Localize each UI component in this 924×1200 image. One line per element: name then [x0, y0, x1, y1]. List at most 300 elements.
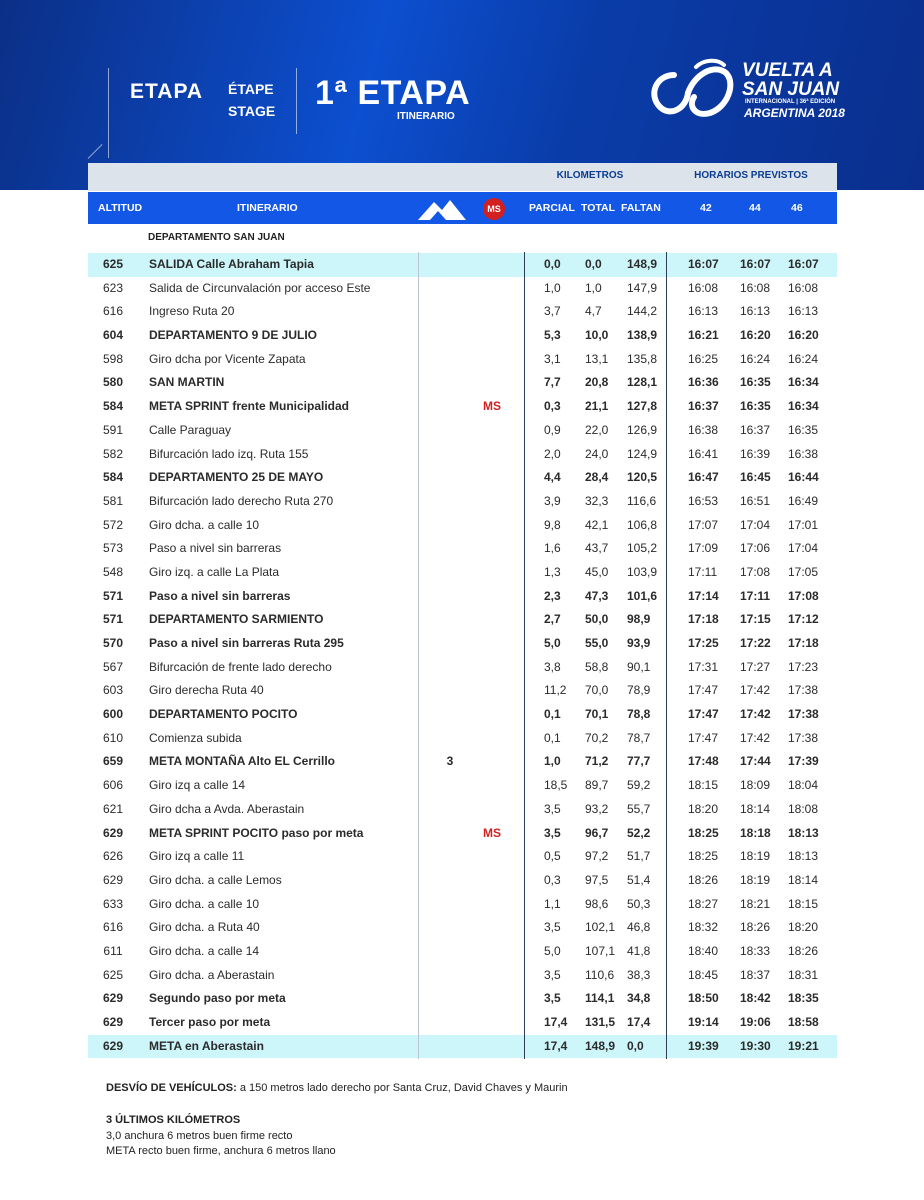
itinerary-cell: Comienza subida: [149, 730, 242, 745]
itinerary-cell: Bifurcación lado derecho Ruta 270: [149, 493, 334, 508]
table-row: [88, 798, 837, 822]
time-46-cell: 18:58: [788, 1015, 819, 1029]
logo-year: ARGENTINA 2018: [744, 106, 845, 120]
table-row: [88, 893, 837, 917]
time-42-cell: 16:08: [688, 280, 719, 295]
total-cell: 50,0: [585, 612, 609, 627]
col-itinerario: ITINERARIO: [237, 202, 298, 214]
table-row: [88, 324, 837, 348]
itinerary-cell: Giro izq a calle 14: [149, 778, 246, 793]
itinerary-cell: META en Aberastain: [149, 1038, 264, 1053]
time-42-cell: 16:41: [688, 446, 719, 461]
time-46-cell: 16:13: [788, 304, 819, 319]
header-divider: [296, 68, 297, 134]
time-44-cell: 18:18: [740, 825, 771, 840]
total-cell: 70,0: [585, 683, 609, 698]
time-46-cell: 17:38: [788, 683, 819, 698]
time-42-cell: 17:11: [688, 564, 718, 579]
altitude-cell: 629: [102, 991, 124, 1006]
parcial-cell: 7,7: [544, 375, 561, 390]
page-subtitle: ITINERARIO: [397, 111, 455, 122]
itinerary-cell: DEPARTAMENTO POCITO: [149, 707, 298, 722]
time-44-cell: 19:30: [740, 1038, 771, 1053]
altitude-cell: 629: [102, 825, 124, 840]
faltan-cell: 126,9: [627, 422, 658, 437]
time-44-cell: 19:06: [740, 1015, 771, 1029]
time-46-cell: 16:34: [788, 399, 819, 414]
itinerary-cell: Giro dcha. a calle 10: [149, 896, 260, 911]
time-46-cell: 18:15: [788, 896, 819, 911]
time-42-cell: 16:25: [688, 351, 719, 366]
altitude-cell: 604: [102, 328, 124, 343]
itinerary-cell: Paso a nivel sin barreras: [149, 541, 282, 556]
time-42-cell: 19:14: [688, 1015, 719, 1029]
time-46-cell: 18:14: [788, 872, 819, 887]
time-46-cell: 17:04: [788, 541, 819, 556]
time-42-cell: 16:13: [688, 304, 719, 319]
time-46-cell: 17:23: [788, 659, 819, 674]
header-divider: [88, 144, 103, 159]
total-cell: 110,6: [585, 967, 615, 982]
parcial-cell: 11,2: [544, 683, 567, 698]
time-44-cell: 16:07: [740, 257, 771, 271]
time-42-cell: 16:36: [688, 375, 719, 390]
itinerary-cell: Bifurcación lado izq. Ruta 155: [149, 446, 309, 461]
itinerary-cell: Giro dcha por Vicente Zapata: [149, 351, 306, 366]
altitude-cell: 616: [102, 920, 124, 935]
time-42-cell: 17:47: [688, 730, 719, 745]
total-cell: 97,5: [585, 872, 609, 887]
time-46-cell: 18:13: [788, 849, 819, 864]
total-cell: 97,2: [585, 849, 609, 864]
time-46-cell: 18:26: [788, 943, 819, 958]
time-46-cell: 18:31: [788, 967, 819, 982]
time-46-cell: 17:39: [788, 754, 819, 769]
altitude-cell: 603: [102, 683, 124, 698]
time-44-cell: 17:42: [740, 730, 771, 745]
altitude-cell: 591: [102, 422, 124, 437]
table-row: [88, 348, 837, 372]
table-row: [88, 656, 837, 680]
time-42-cell: 18:15: [688, 778, 719, 793]
faltan-cell: 98,9: [627, 612, 651, 627]
time-44-cell: 16:51: [740, 493, 771, 508]
total-cell: 22,0: [585, 422, 609, 437]
col-parcial: PARCIAL: [529, 202, 575, 214]
ultimos-km-line: 3,0 anchura 6 metros buen firme recto: [106, 1130, 293, 1142]
faltan-cell: 144,2: [627, 304, 658, 319]
table-row: [88, 703, 837, 727]
faltan-cell: 0,0: [627, 1038, 644, 1053]
time-44-cell: 17:27: [740, 659, 771, 674]
faltan-cell: 101,6: [627, 588, 658, 603]
parcial-cell: 3,7: [544, 304, 561, 319]
time-44-cell: 17:15: [740, 612, 771, 627]
faltan-cell: 106,8: [627, 517, 658, 532]
total-cell: 131,5: [585, 1015, 616, 1029]
parcial-cell: 2,0: [544, 446, 561, 461]
itinerary-cell: Giro dcha a Avda. Aberastain: [149, 801, 305, 816]
faltan-cell: 55,7: [627, 801, 651, 816]
time-46-cell: 19:21: [788, 1038, 819, 1053]
time-44-cell: 16:37: [740, 422, 771, 437]
altitude-cell: 567: [102, 659, 124, 674]
time-46-cell: 16:35: [788, 422, 819, 437]
parcial-cell: 1,3: [544, 564, 561, 579]
table-row: [88, 1035, 837, 1059]
total-cell: 70,1: [585, 707, 609, 722]
table-row: [88, 371, 837, 395]
itinerary-cell: Salida de Circunvalación por acceso Este: [149, 280, 371, 295]
faltan-cell: 52,2: [627, 825, 651, 840]
altitude-cell: 659: [102, 754, 124, 769]
time-44-cell: 16:13: [740, 304, 771, 319]
table-row: [88, 869, 837, 893]
altitude-cell: 629: [102, 1038, 124, 1053]
time-46-cell: 16:07: [788, 257, 819, 271]
parcial-cell: 2,7: [544, 612, 561, 627]
time-42-cell: 19:39: [688, 1038, 719, 1053]
time-42-cell: 17:47: [688, 707, 719, 722]
total-cell: 28,4: [585, 470, 609, 485]
itinerary-cell: DEPARTAMENTO 9 DE JULIO: [149, 328, 318, 343]
total-cell: 4,7: [585, 304, 602, 319]
stage-label: STAGE: [228, 103, 276, 119]
hours-group-header: HORARIOS PREVISTOS: [694, 170, 808, 181]
parcial-cell: 0,3: [544, 399, 561, 414]
itinerary-cell: META SPRINT frente Municipalidad: [149, 399, 350, 414]
logo-edition: INTERNACIONAL | 36ª EDICIÓN: [745, 99, 836, 105]
faltan-cell: 103,9: [627, 564, 658, 579]
time-42-cell: 18:25: [688, 825, 719, 840]
table-row: [88, 916, 837, 940]
parcial-cell: 0,9: [544, 422, 561, 437]
time-46-cell: 18:04: [788, 778, 819, 793]
altitude-cell: 611: [103, 943, 123, 958]
table-row: [88, 585, 837, 609]
time-42-cell: 16:53: [688, 493, 719, 508]
total-cell: 20,8: [585, 375, 609, 390]
parcial-cell: 0,5: [544, 849, 561, 864]
faltan-cell: 127,8: [627, 399, 658, 414]
itinerary-cell: Paso a nivel sin barreras Ruta 295: [149, 636, 344, 650]
table-row: [88, 490, 837, 514]
faltan-cell: 105,2: [627, 541, 658, 556]
time-46-cell: 17:38: [788, 707, 819, 722]
altitude-cell: 616: [102, 304, 124, 319]
total-cell: 55,0: [585, 636, 609, 650]
parcial-cell: 17,4: [544, 1038, 568, 1053]
column-divider: [666, 252, 667, 1059]
altitude-cell: 626: [102, 849, 124, 864]
table-row: [88, 537, 837, 561]
table-row: [88, 253, 837, 277]
parcial-cell: 18,5: [544, 778, 568, 793]
itinerary-cell: Giro dcha. a calle Lemos: [149, 872, 282, 887]
km-group-header: KILOMETROS: [556, 170, 624, 181]
table-row: [88, 940, 837, 964]
parcial-cell: 5,3: [544, 328, 561, 343]
faltan-cell: 38,3: [627, 967, 651, 982]
parcial-cell: 0,1: [544, 707, 561, 722]
parcial-cell: 3,5: [544, 825, 561, 840]
time-44-cell: 16:39: [740, 446, 771, 461]
parcial-cell: 1,0: [544, 754, 561, 769]
parcial-cell: 3,9: [544, 493, 561, 508]
desvio-label: DESVÍO DE VEHÍCULOS:: [106, 1082, 237, 1094]
time-44-cell: 18:21: [740, 896, 771, 911]
time-42-cell: 18:50: [688, 991, 719, 1006]
col-altitud: ALTITUD: [98, 202, 143, 214]
altitude-cell: 621: [102, 801, 124, 816]
faltan-cell: 116,6: [627, 493, 657, 508]
time-44-cell: 17:11: [740, 588, 771, 603]
time-42-cell: 17:14: [688, 588, 719, 603]
time-44-cell: 17:42: [740, 683, 771, 698]
ms-cell: MS: [483, 399, 501, 414]
total-cell: 114,1: [585, 991, 615, 1006]
total-cell: 98,6: [585, 896, 609, 911]
column-divider: [524, 252, 525, 1059]
itinerary-cell: Bifurcación de frente lado derecho: [149, 659, 332, 674]
col-44: 44: [749, 202, 761, 214]
total-cell: 93,2: [585, 801, 609, 816]
time-44-cell: 16:24: [740, 351, 771, 366]
time-44-cell: 16:45: [740, 470, 771, 485]
table-row: [88, 514, 837, 538]
parcial-cell: 4,4: [544, 470, 561, 485]
table-row: [88, 845, 837, 869]
time-42-cell: 18:45: [688, 967, 719, 982]
total-cell: 70,2: [585, 730, 609, 745]
time-44-cell: 16:08: [740, 280, 771, 295]
total-cell: 47,3: [585, 588, 609, 603]
parcial-cell: 0,3: [544, 872, 561, 887]
time-46-cell: 17:05: [788, 564, 819, 579]
desvio-text: a 150 metros lado derecho por Santa Cruz, David Chaves y Maurin: [236, 1082, 568, 1094]
faltan-cell: 148,9: [627, 257, 658, 271]
time-42-cell: 17:07: [688, 517, 719, 532]
time-46-cell: 16:44: [788, 470, 819, 485]
column-divider: [418, 252, 419, 1059]
time-44-cell: 17:08: [740, 564, 771, 579]
time-46-cell: 16:34: [788, 375, 819, 390]
faltan-cell: 120,5: [627, 470, 658, 485]
faltan-cell: 46,8: [627, 920, 651, 935]
time-42-cell: 16:07: [688, 257, 719, 271]
itinerary-cell: Tercer paso por meta: [149, 1015, 271, 1029]
logo-text: VUELTA A: [742, 60, 833, 81]
table-row: [88, 750, 837, 774]
col-total: TOTAL: [581, 202, 616, 214]
total-cell: 42,1: [585, 517, 609, 532]
parcial-cell: 5,0: [544, 943, 561, 958]
total-cell: 96,7: [585, 825, 609, 840]
time-44-cell: 17:44: [740, 754, 771, 769]
table-row: [88, 395, 837, 419]
page-title: 1ª ETAPA: [315, 74, 471, 112]
altitude-cell: 598: [102, 351, 124, 366]
total-cell: 148,9: [585, 1038, 616, 1053]
logo-text: SAN JUAN: [742, 79, 840, 100]
itinerary-table: [88, 253, 837, 1058]
altitude-cell: 606: [102, 778, 124, 793]
altitude-cell: 572: [102, 517, 124, 532]
table-row: [88, 1011, 837, 1035]
total-cell: 58,8: [585, 659, 609, 674]
itinerary-cell: Ingreso Ruta 20: [149, 304, 235, 319]
total-cell: 13,1: [585, 351, 609, 366]
altitude-cell: 623: [102, 280, 124, 295]
time-42-cell: 17:25: [688, 636, 719, 650]
mountain-category-cell: 3: [446, 754, 454, 769]
faltan-cell: 77,7: [627, 754, 651, 769]
header-divider: [108, 68, 109, 158]
faltan-cell: 78,8: [627, 707, 651, 722]
time-44-cell: 18:14: [740, 801, 771, 816]
total-cell: 102,1: [585, 920, 616, 935]
altitude-cell: 548: [102, 564, 124, 579]
itinerary-cell: Paso a nivel sin barreras: [149, 588, 291, 603]
etapa-label: ETAPA: [130, 80, 204, 103]
table-row: [88, 608, 837, 632]
itinerary-cell: Giro dcha. a Aberastain: [149, 967, 275, 982]
total-cell: 0,0: [585, 257, 602, 271]
time-42-cell: 18:20: [688, 801, 719, 816]
time-44-cell: 18:26: [740, 920, 771, 935]
time-44-cell: 17:04: [740, 517, 771, 532]
total-cell: 10,0: [585, 328, 609, 343]
time-44-cell: 18:19: [740, 872, 771, 887]
altitude-cell: 584: [102, 399, 124, 414]
faltan-cell: 59,2: [627, 778, 651, 793]
itinerary-cell: Giro dcha. a calle 14: [149, 943, 260, 958]
parcial-cell: 0,0: [544, 257, 561, 271]
faltan-cell: 41,8: [627, 943, 651, 958]
time-44-cell: 17:06: [740, 541, 771, 556]
table-row: [88, 443, 837, 467]
time-46-cell: 16:49: [788, 493, 819, 508]
itinerary-cell: Calle Paraguay: [149, 422, 232, 437]
itinerary-cell: SALIDA Calle Abraham Tapia: [149, 257, 314, 271]
time-42-cell: 16:37: [688, 399, 719, 414]
table-row: [88, 964, 837, 988]
col-faltan: FALTAN: [621, 202, 661, 214]
desvio-note: [106, 1082, 568, 1094]
parcial-cell: 17,4: [544, 1015, 568, 1029]
total-cell: 71,2: [585, 754, 609, 769]
altitude-cell: 573: [102, 541, 124, 556]
table-row: [88, 300, 837, 324]
time-46-cell: 17:01: [788, 517, 819, 532]
faltan-cell: 93,9: [627, 636, 651, 650]
faltan-cell: 50,3: [627, 896, 651, 911]
altitude-cell: 570: [102, 636, 124, 650]
time-44-cell: 18:19: [740, 849, 771, 864]
time-42-cell: 17:09: [688, 541, 719, 556]
itinerary-cell: Giro dcha. a Ruta 40: [149, 920, 260, 935]
parcial-cell: 3,1: [544, 351, 561, 366]
time-42-cell: 17:47: [688, 683, 719, 698]
time-46-cell: 18:13: [788, 825, 819, 840]
time-46-cell: 17:12: [788, 612, 819, 627]
total-cell: 1,0: [585, 280, 602, 295]
time-42-cell: 16:21: [688, 328, 719, 343]
parcial-cell: 3,5: [544, 801, 561, 816]
table-row: [88, 466, 837, 490]
time-42-cell: 18:32: [688, 920, 719, 935]
itinerary-cell: SAN MARTIN: [149, 375, 225, 390]
altitude-cell: 633: [102, 896, 124, 911]
altitude-cell: 629: [102, 1015, 124, 1029]
time-46-cell: 18:35: [788, 991, 819, 1006]
itinerary-cell: Giro izq. a calle La Plata: [149, 564, 280, 579]
altitude-cell: 571: [102, 612, 124, 627]
time-44-cell: 17:42: [740, 707, 771, 722]
time-42-cell: 18:40: [688, 943, 719, 958]
altitude-cell: 582: [102, 446, 124, 461]
time-46-cell: 16:24: [788, 351, 819, 366]
parcial-cell: 3,5: [544, 991, 561, 1006]
total-cell: 32,3: [585, 493, 609, 508]
ms-badge: MS: [483, 198, 505, 220]
time-42-cell: 16:47: [688, 470, 719, 485]
altitude-cell: 629: [102, 872, 124, 887]
parcial-cell: 3,5: [544, 967, 561, 982]
time-42-cell: 17:18: [688, 612, 719, 627]
col-42: 42: [700, 202, 712, 214]
faltan-cell: 147,9: [627, 280, 658, 295]
itinerary-cell: Segundo paso por meta: [149, 991, 286, 1006]
table-row: [88, 774, 837, 798]
itinerary-cell: DEPARTAMENTO 25 DE MAYO: [149, 470, 324, 485]
time-44-cell: 16:35: [740, 399, 771, 414]
faltan-cell: 51,4: [627, 872, 651, 887]
time-42-cell: 17:31: [688, 659, 719, 674]
time-46-cell: 16:38: [788, 446, 819, 461]
faltan-cell: 78,7: [627, 730, 651, 745]
itinerary-cell: DEPARTAMENTO SARMIENTO: [149, 612, 324, 627]
altitude-cell: 581: [102, 493, 124, 508]
faltan-cell: 78,9: [627, 683, 651, 698]
table-row: [88, 561, 837, 585]
itinerary-cell: META SPRINT POCITO paso por meta: [149, 825, 364, 840]
total-cell: 24,0: [585, 446, 609, 461]
col-46: 46: [791, 202, 803, 214]
total-cell: 43,7: [585, 541, 609, 556]
table-row: [88, 632, 837, 656]
table-row: [88, 419, 837, 443]
total-cell: 89,7: [585, 778, 609, 793]
altitude-cell: 625: [102, 257, 124, 271]
faltan-cell: 34,8: [627, 991, 651, 1006]
time-44-cell: 18:33: [740, 943, 771, 958]
altitude-cell: 625: [102, 967, 124, 982]
time-46-cell: 17:08: [788, 588, 819, 603]
department-label: DEPARTAMENTO SAN JUAN: [148, 232, 285, 243]
altitude-cell: 580: [102, 375, 124, 390]
cyclist-logo-icon: [644, 57, 736, 125]
faltan-cell: 51,7: [627, 849, 651, 864]
stage-header: [0, 0, 924, 190]
faltan-cell: 128,1: [627, 375, 658, 390]
parcial-cell: 1,0: [544, 280, 561, 295]
total-cell: 45,0: [585, 564, 609, 579]
time-42-cell: 16:38: [688, 422, 719, 437]
faltan-cell: 138,9: [627, 328, 658, 343]
itinerary-cell: Giro derecha Ruta 40: [149, 683, 264, 698]
parcial-cell: 3,5: [544, 920, 561, 935]
